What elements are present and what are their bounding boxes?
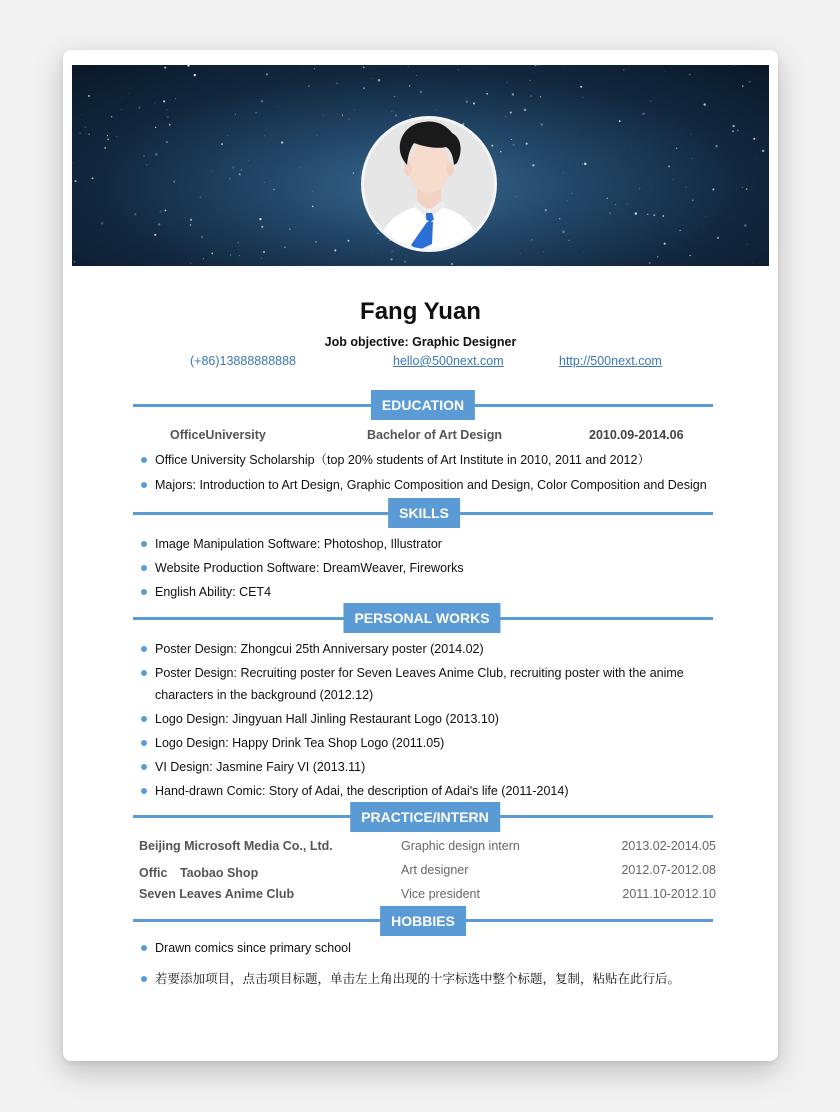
star	[712, 188, 714, 190]
star	[125, 87, 126, 88]
star	[500, 151, 501, 152]
star	[639, 188, 641, 190]
star	[582, 163, 583, 164]
star	[308, 85, 310, 87]
star	[689, 74, 691, 76]
skill-item: Image Manipulation Software: Photoshop, Illustrator	[155, 537, 442, 551]
hobby-item: 若要添加项目，点击项目标题，单击左上角出现的十字标选中整个标题，复制，粘贴在此行后。	[155, 972, 681, 986]
star	[169, 124, 171, 126]
star	[315, 241, 317, 243]
work-item: Poster Design: Zhongcui 25th Anniversary poster (2014.02)	[155, 642, 484, 656]
star	[255, 112, 257, 114]
star	[532, 239, 533, 240]
star	[562, 230, 565, 233]
star	[166, 109, 167, 110]
star	[510, 112, 512, 114]
practice-period: 2012.07-2012.08	[621, 863, 716, 877]
star	[194, 74, 196, 76]
star	[323, 115, 324, 116]
star	[116, 136, 117, 137]
star	[240, 169, 242, 171]
star	[734, 65, 735, 66]
star	[227, 135, 228, 136]
star	[676, 148, 677, 149]
star	[695, 179, 696, 180]
star	[163, 100, 165, 102]
phone-number: (+86)13888888888	[190, 354, 296, 368]
star	[395, 114, 397, 116]
star	[409, 115, 410, 116]
star	[530, 240, 531, 241]
star	[263, 251, 265, 253]
star	[705, 216, 706, 217]
star	[737, 130, 738, 131]
star	[664, 243, 666, 245]
star	[173, 181, 175, 183]
star	[744, 224, 746, 226]
star	[385, 238, 386, 239]
star	[571, 193, 572, 194]
star	[342, 115, 343, 116]
bullet-icon	[141, 945, 147, 951]
star	[563, 172, 564, 173]
practice-period: 2013.02-2014.05	[621, 839, 716, 853]
star	[742, 187, 743, 188]
work-item: Logo Design: Jingyuan Hall Jinling Restaurant Logo (2013.10)	[155, 712, 499, 726]
star	[129, 94, 130, 95]
star	[261, 257, 262, 258]
star	[302, 70, 303, 71]
website-link[interactable]: http://500next.com	[559, 354, 662, 368]
star	[273, 189, 275, 191]
star	[312, 206, 314, 208]
star	[545, 209, 547, 211]
star	[261, 226, 263, 228]
work-item: Poster Design: Recruiting poster for Seven Leaves Anime Club, recruiting poster with the anime	[155, 666, 684, 680]
star	[692, 158, 693, 159]
bullet-icon	[141, 482, 147, 488]
star	[662, 215, 664, 217]
star	[158, 223, 160, 225]
star	[420, 91, 422, 93]
star	[408, 67, 409, 68]
star	[751, 100, 752, 101]
bullet-icon	[141, 589, 147, 595]
star	[657, 256, 658, 257]
star	[497, 142, 498, 143]
bullet-icon	[141, 565, 147, 571]
star	[146, 164, 147, 165]
star	[390, 258, 392, 260]
star	[164, 67, 166, 69]
star	[354, 109, 355, 110]
star	[317, 135, 318, 136]
star	[371, 78, 372, 79]
star	[363, 87, 365, 89]
star	[742, 85, 743, 86]
star	[336, 82, 338, 84]
star	[650, 100, 651, 101]
star	[689, 255, 690, 256]
star	[535, 65, 536, 66]
star	[201, 236, 203, 238]
skill-item: Website Production Software: DreamWeaver, Fireworks	[155, 561, 464, 575]
practice-company: Beijing Microsoft Media Co., Ltd.	[139, 839, 333, 853]
star	[473, 103, 475, 105]
star	[491, 145, 493, 147]
star	[440, 254, 441, 255]
star	[72, 162, 73, 163]
star	[526, 143, 528, 145]
star	[229, 178, 231, 180]
star	[394, 96, 395, 97]
star	[264, 135, 265, 136]
star	[74, 180, 76, 182]
star	[466, 101, 468, 103]
star	[653, 214, 655, 216]
email-link[interactable]: hello@500next.com	[393, 354, 504, 368]
star	[619, 120, 621, 122]
work-item-continued: characters in the background (2012.12)	[155, 688, 374, 702]
star	[512, 144, 514, 146]
star	[167, 116, 169, 118]
star	[154, 234, 156, 236]
star	[609, 212, 611, 214]
star	[703, 226, 704, 227]
star	[569, 240, 570, 241]
star	[155, 153, 158, 156]
star	[190, 219, 192, 221]
avatar	[361, 116, 497, 252]
star	[160, 210, 162, 212]
education-item: Office University Scholarship（top 20% students of Art Institute in 2010, 2011 and 2012）	[155, 453, 650, 467]
star	[506, 82, 507, 83]
star	[631, 148, 632, 149]
star	[190, 224, 192, 226]
star	[259, 218, 261, 220]
star	[266, 73, 268, 75]
star	[232, 166, 235, 169]
header-banner	[72, 65, 769, 266]
practice-role: Vice president	[401, 887, 480, 901]
bullet-icon	[141, 646, 147, 652]
star	[88, 133, 90, 135]
star	[150, 131, 151, 132]
star	[371, 250, 372, 251]
star	[543, 251, 544, 252]
star	[143, 155, 145, 157]
star	[200, 197, 201, 198]
star	[734, 217, 735, 218]
star	[111, 116, 113, 118]
star	[512, 93, 514, 95]
star	[88, 95, 90, 97]
star	[732, 125, 734, 127]
bullet-icon	[141, 764, 147, 770]
star	[211, 171, 212, 172]
star	[762, 150, 765, 153]
star	[404, 261, 406, 263]
star	[284, 247, 286, 249]
bullet-icon	[141, 541, 147, 547]
star	[126, 242, 127, 243]
star	[314, 68, 315, 69]
work-item: VI Design: Jasmine Fairy VI (2013.11)	[155, 760, 366, 774]
work-item: Hand-drawn Comic: Story of Adai, the description of Adai's life (2011-2014)	[155, 784, 569, 798]
star	[692, 200, 693, 201]
education-period: 2010.09-2014.06	[589, 428, 684, 442]
star	[248, 160, 249, 161]
star	[753, 138, 755, 140]
star	[166, 141, 168, 143]
star	[567, 200, 568, 201]
job-objective: Job objective: Graphic Designer	[324, 335, 517, 349]
star	[261, 100, 263, 102]
star	[239, 255, 240, 256]
star	[672, 179, 673, 180]
bullet-icon	[141, 740, 147, 746]
star	[520, 254, 521, 255]
star	[289, 228, 290, 229]
star	[606, 198, 608, 200]
star	[154, 103, 155, 104]
star	[626, 204, 627, 205]
star	[107, 138, 108, 139]
star	[486, 93, 488, 95]
education-school: OfficeUniversity	[170, 428, 266, 442]
star	[235, 114, 236, 115]
star	[416, 75, 417, 76]
star	[754, 66, 755, 67]
star	[391, 111, 392, 112]
star	[538, 65, 539, 66]
star	[530, 95, 532, 97]
star	[435, 110, 436, 111]
star	[165, 210, 167, 212]
star	[85, 133, 86, 134]
star	[203, 258, 204, 259]
star	[92, 177, 94, 179]
star	[334, 249, 336, 251]
practice-role: Graphic design intern	[401, 839, 520, 853]
bullet-icon	[141, 457, 147, 463]
star	[582, 97, 583, 98]
star	[238, 242, 239, 243]
star	[221, 143, 223, 145]
star	[686, 187, 687, 188]
star	[230, 254, 231, 255]
star	[353, 173, 354, 174]
star	[584, 163, 587, 166]
star	[505, 116, 506, 117]
star	[749, 81, 751, 83]
star	[691, 134, 692, 135]
star	[524, 109, 527, 112]
candidate-name: Fang Yuan	[360, 298, 481, 325]
star	[107, 135, 108, 136]
star	[715, 145, 717, 147]
practice-heading: PRACTICE/INTERN	[350, 802, 500, 832]
star	[79, 132, 81, 134]
star	[175, 98, 176, 99]
star	[615, 204, 616, 205]
resume-sheet	[63, 50, 778, 1061]
star	[244, 216, 245, 217]
works-heading: PERSONAL WORKS	[343, 603, 500, 633]
hobbies-heading: HOBBIES	[380, 906, 466, 936]
star	[717, 237, 719, 239]
star	[349, 119, 351, 121]
practice-company: Seven Leaves Anime Club	[139, 887, 295, 901]
star	[647, 214, 649, 216]
star	[347, 240, 349, 242]
star	[138, 107, 140, 109]
star	[264, 182, 265, 183]
bullet-icon	[141, 976, 147, 982]
star	[245, 162, 246, 163]
star	[563, 68, 564, 69]
star	[377, 233, 378, 234]
star	[732, 130, 734, 132]
star	[187, 65, 189, 67]
star	[155, 127, 156, 128]
star	[378, 79, 381, 82]
star	[121, 97, 122, 98]
star	[74, 261, 76, 263]
star	[409, 85, 410, 86]
practice-period: 2011.10-2012.10	[622, 887, 716, 901]
star	[746, 188, 747, 189]
star	[668, 165, 670, 167]
star	[312, 191, 313, 192]
education-heading: EDUCATION	[371, 390, 475, 420]
star	[134, 213, 136, 215]
star	[516, 196, 517, 197]
star	[451, 263, 453, 265]
star	[635, 212, 637, 214]
star	[239, 173, 241, 175]
star	[81, 114, 82, 115]
star	[391, 251, 393, 253]
work-item: Logo Design: Happy Drink Tea Shop Logo (2011.05)	[155, 736, 445, 750]
star	[101, 222, 104, 225]
star	[276, 90, 277, 91]
star	[649, 262, 651, 264]
bullet-icon	[141, 670, 147, 676]
education-item: Majors: Introduction to Art Design, Graphic Composition and Design, Color Composition and Design	[155, 478, 707, 492]
star	[532, 164, 534, 166]
skill-item: English Ability: CET4	[155, 585, 272, 599]
star	[623, 69, 624, 70]
star	[541, 123, 543, 125]
star	[529, 80, 531, 82]
star	[540, 96, 542, 98]
bullet-icon	[141, 716, 147, 722]
star	[189, 72, 190, 73]
bullet-icon	[141, 788, 147, 794]
education-degree: Bachelor of Art Design	[367, 428, 502, 442]
star	[104, 147, 106, 149]
practice-company: Offic Taobao Shop	[139, 866, 259, 880]
practice-role: Art designer	[401, 863, 469, 877]
star	[211, 253, 213, 255]
star	[180, 185, 181, 186]
star	[504, 85, 505, 86]
star	[559, 218, 560, 219]
star	[281, 141, 283, 143]
star	[703, 103, 705, 105]
star	[746, 244, 747, 245]
star	[300, 167, 301, 168]
star	[679, 230, 680, 231]
star	[458, 69, 459, 70]
star	[753, 262, 754, 263]
star	[623, 92, 624, 93]
star	[686, 91, 687, 92]
avatar-illustration	[364, 119, 494, 249]
star	[580, 86, 582, 88]
star	[121, 109, 122, 110]
star	[642, 113, 644, 115]
star	[363, 66, 365, 68]
star	[511, 139, 512, 140]
hobby-item: Drawn comics since primary school	[155, 941, 351, 955]
star	[85, 126, 87, 128]
star	[190, 262, 191, 263]
star	[749, 122, 750, 123]
skills-heading: SKILLS	[388, 498, 460, 528]
